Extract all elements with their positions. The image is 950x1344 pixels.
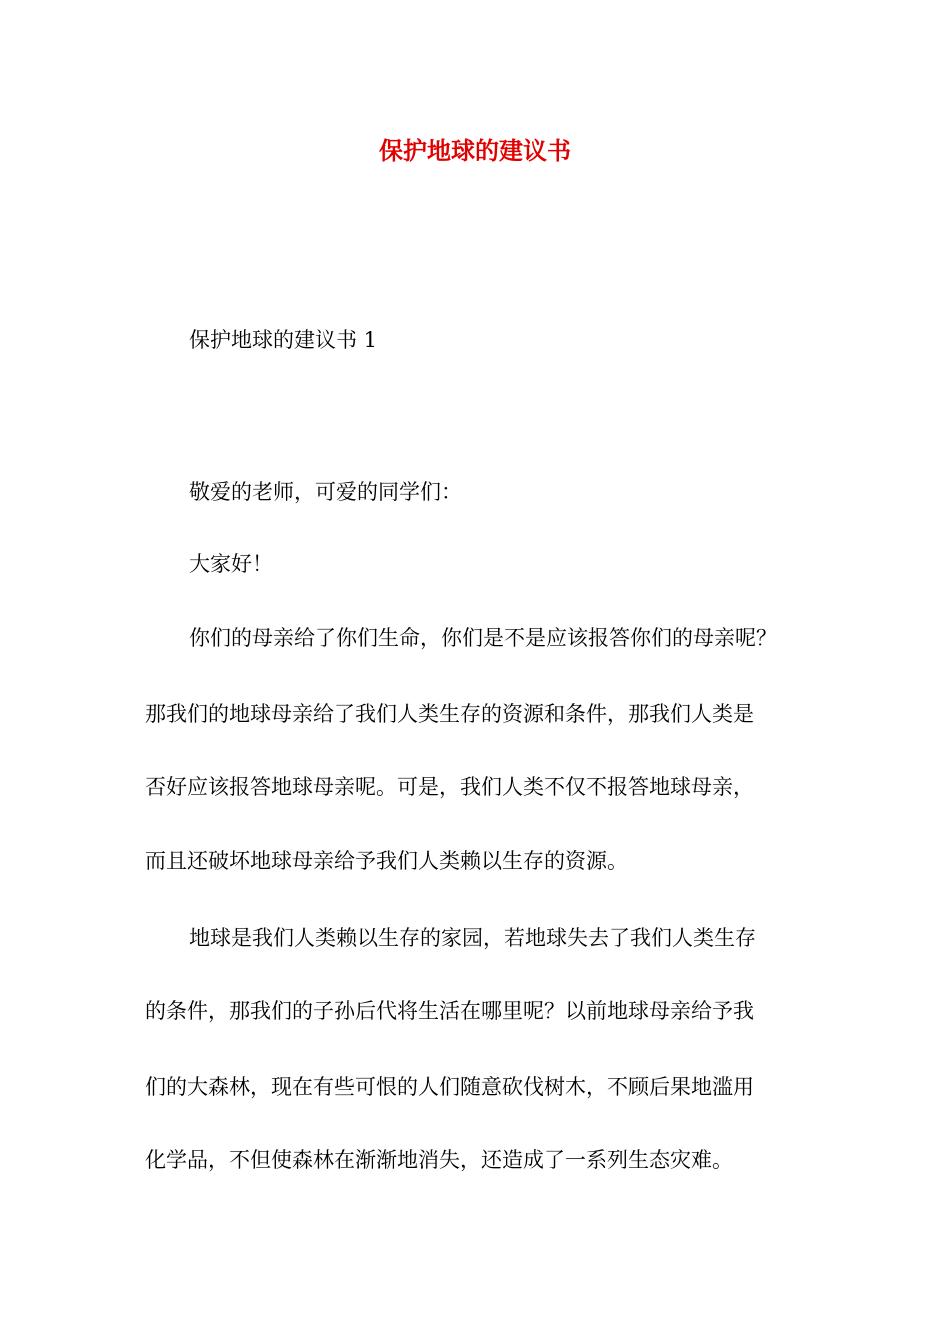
section-heading: 保护地球的建议书 1 — [189, 328, 378, 352]
paragraph-line: 地球是我们人类赖以生存的家园，若地球失去了我们人类生存 — [189, 926, 756, 950]
paragraph-line: 那我们的地球母亲给了我们人类生存的资源和条件，那我们人类是 — [145, 702, 754, 726]
paragraph-line: 们的大森林，现在有些可恨的人们随意砍伐树木，不顾后果地滥用 — [145, 1075, 754, 1099]
paragraph-line: 而且还破坏地球母亲给予我们人类赖以生存的资源。 — [145, 849, 628, 873]
greeting: 大家好！ — [189, 552, 273, 576]
paragraph-line: 你们的母亲给了你们生命，你们是不是应该报答你们的母亲呢？ — [189, 626, 777, 650]
document-title: 保护地球的建议书 — [379, 136, 571, 165]
salutation: 敬爱的老师，可爱的同学们： — [189, 480, 462, 504]
paragraph-line: 的条件，那我们的子孙后代将生活在哪里呢？以前地球母亲给予我 — [145, 999, 754, 1023]
paragraph-line: 化学品，不但使森林在渐渐地消失，还造成了一系列生态灾难。 — [145, 1148, 733, 1172]
paragraph-line: 否好应该报答地球母亲呢。可是，我们人类不仅不报答地球母亲， — [145, 775, 754, 799]
